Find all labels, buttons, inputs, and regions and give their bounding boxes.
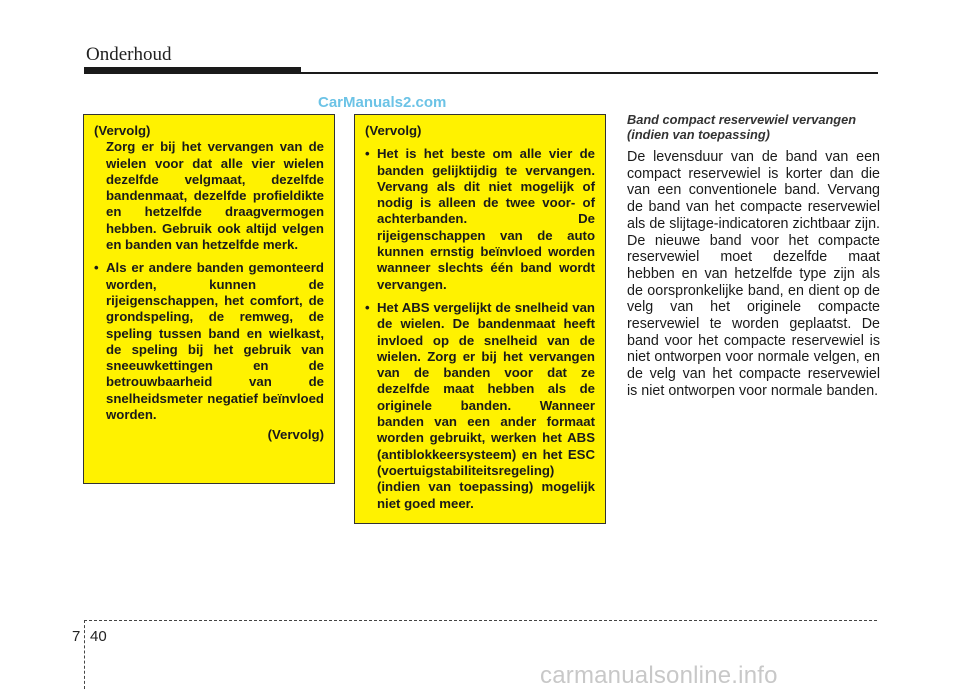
continued-label: (Vervolg): [94, 123, 151, 138]
section-title: Onderhoud: [86, 44, 172, 65]
chapter-number: 7: [72, 628, 81, 645]
header-rule: [300, 72, 878, 74]
watermark-bottom: carmanualsonline.info: [540, 662, 778, 689]
caution-paragraph: Zorg er bij het vervangen van de wielen voor dat alle vier wielen dezelfde velgmaat, dezelfde bandenmaat, dezelfde profieldikte en hetzelfde draagvermogen hebben. Gebruik ook altijd velgen en banden van hetzelfde merk.: [106, 139, 324, 253]
continued-label-end: (Vervolg): [267, 427, 324, 443]
section-body: De levensduur van de band van een compact reservewiel is korter dan die van een conventionele band. Vervang de band van het compacte reservewiel als de slijtage-indicatoren zichtbaar zijn. De nieuwe band voor het compacte reservewiel moet dezelfde maat hebben en van hetzelfde type zijn als de oorspronkelijke band, en dient op de velg van het originele compacte reservewiel te worden geplaatst. De band voor het compacte reservewiel is niet ontworpen voor normale velgen, en de velg van het compacte reservewiel is niet ontworpen voor normale banden.: [627, 149, 880, 399]
watermark-top: CarManuals2.com: [318, 94, 447, 111]
header-bar: [84, 67, 301, 74]
caution-bullet: • Het ABS vergelijkt de snelheid van de wielen. De bandenmaat heeft invloed op de snelheid van de wielen. Zorg er bij het vervangen van de banden voor dat ze dezelfde maat hebben als de originele banden. Wanneer banden van een ander formaat worden gebruikt, werken het ABS (antiblokkeersysteem) en het ESC (voertuigstabiliteitsregeling) (indien van toepassing) mogelijk niet goed meer.: [365, 300, 595, 512]
continued-label: (Vervolg): [365, 123, 422, 138]
caution-box-middle: [354, 114, 606, 524]
caution-bullet: • Als er andere banden gemonteerd worden, kunnen de rijeigenschappen, het comfort, de grondspeling, de remweg, de speling tussen band en wielkast, de speling bij het gebruik van sneeuwkettingen en de betrouwbaarheid van de snelheidsmeter negatief beïnvloed worden.: [94, 260, 324, 423]
section-heading: Band compact reservewiel vervangen (indien van toepassing): [627, 112, 857, 142]
text-column-right: [627, 112, 880, 400]
page-number: 40: [90, 628, 107, 645]
caution-box-left: [83, 114, 335, 484]
caution-bullet: • Het is het beste om alle vier de banden gelijktijdig te vervangen. Vervang als dit niet mogelijk of nodig is alleen de twee voor- of achterbanden. De rijeigenschappen van de auto kunnen ernstig beïnvloed worden wanneer slechts één band wordt vervangen.: [365, 146, 595, 293]
footer-rule: [84, 620, 877, 621]
footer-divider: [84, 620, 85, 689]
